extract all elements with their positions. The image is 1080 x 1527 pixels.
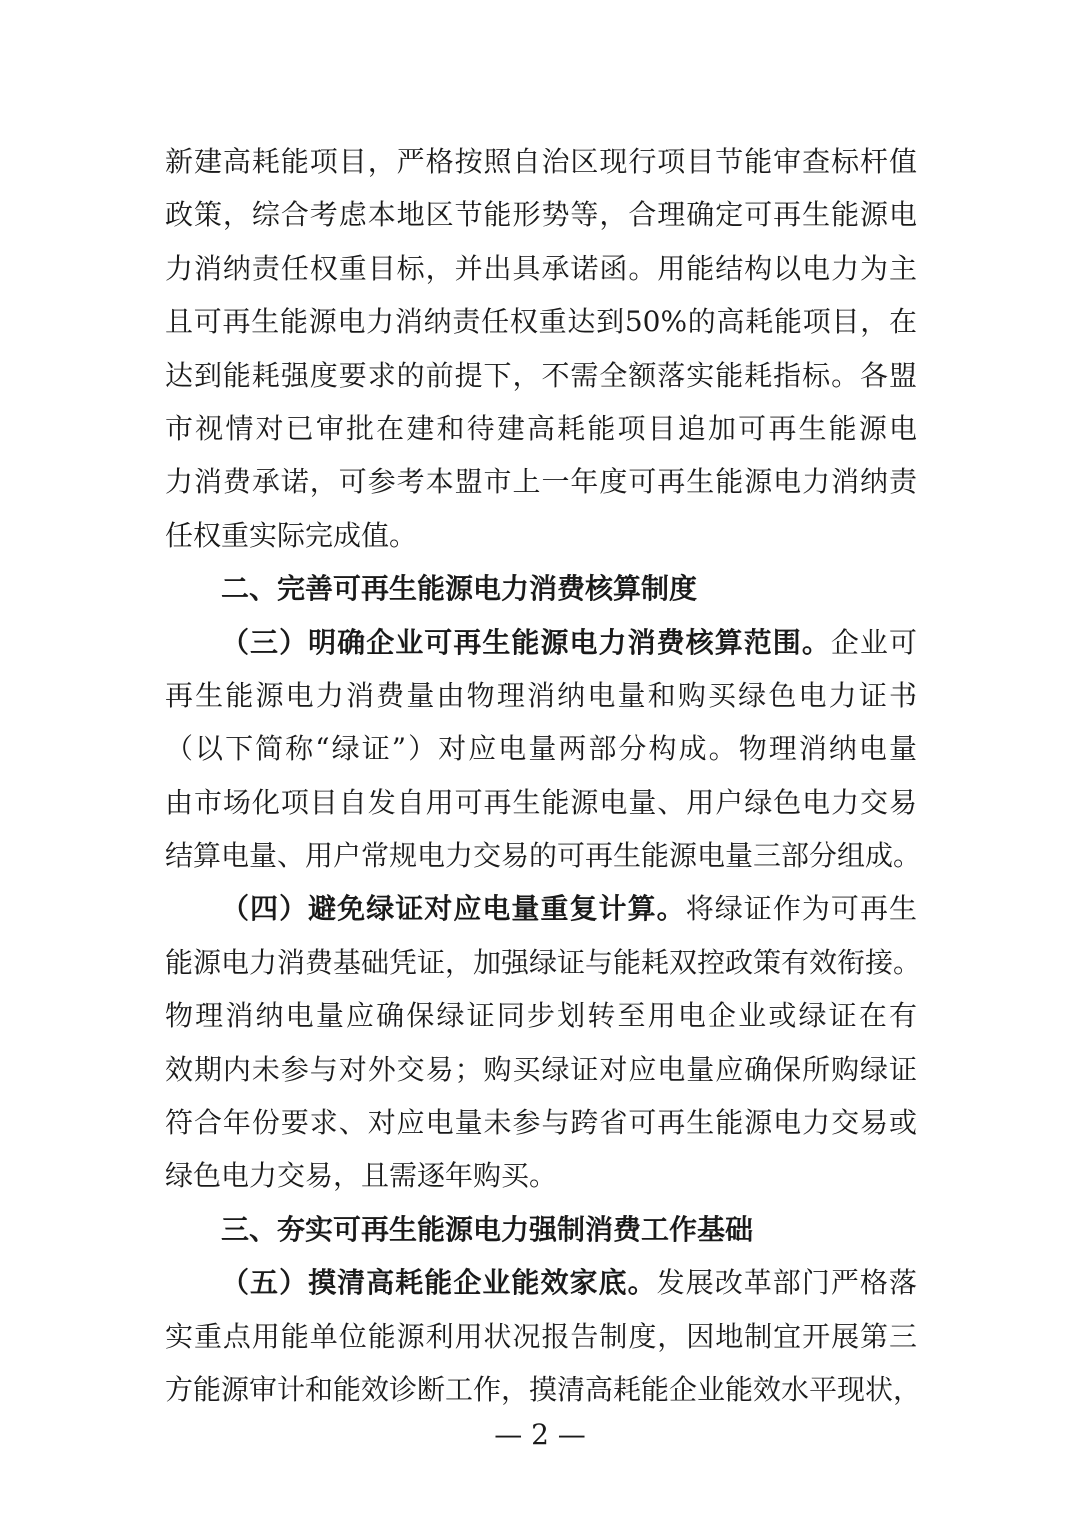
- paragraph-line: 方能源审计和能效诊断工作，摸清高耗能企业能效水平现状，: [165, 1372, 922, 1406]
- page-number: — 2 —: [494, 1418, 586, 1451]
- paragraph-line: 达到能耗强度要求的前提下，不需全额落实能耗指标。各盟: [165, 358, 917, 392]
- item-text: 企业可: [830, 625, 917, 659]
- paragraph-line: 实重点用能单位能源利用状况报告制度，因地制宜开展第三: [165, 1319, 917, 1353]
- paragraph-line: 政策，综合考虑本地区节能形势等，合理确定可再生能源电: [165, 198, 917, 232]
- document-body: [165, 135, 922, 1416]
- paragraph-line: 力消纳责任权重目标，并出具承诺函。用能结构以电力为主: [165, 251, 917, 285]
- paragraph-line: 符合年份要求、对应电量未参与跨省可再生能源电力交易或: [165, 1106, 917, 1140]
- item-text: 将绿证作为可再生: [685, 892, 917, 926]
- item-title: （四）避免绿证对应电量重复计算。: [221, 892, 686, 926]
- item-title: （五）摸清高耗能企业能效家底。: [221, 1266, 657, 1300]
- item-first-line: [165, 616, 917, 669]
- item-text: 发展改革部门严格落: [656, 1266, 917, 1300]
- paragraph-line: 绿色电力交易，且需逐年购买。: [165, 1159, 558, 1193]
- item-first-line: [165, 1256, 917, 1309]
- section-heading: 二、完善可再生能源电力消费核算制度: [221, 572, 698, 606]
- paragraph-line: 能源电力消费基础凭证，加强绿证与能耗双控政策有效衔接。: [165, 945, 922, 979]
- paragraph-line: 新建高耗能项目，严格按照自治区现行项目节能审查标杆值: [165, 145, 917, 178]
- paragraph-line: （以下简称“绿证”）对应电量两部分构成。物理消纳电量: [165, 732, 917, 766]
- paragraph-line: 物理消纳电量应确保绿证同步划转至用电企业或绿证在有: [165, 999, 917, 1033]
- paragraph-line: 再生能源电力消费量由物理消纳电量和购买绿色电力证书: [165, 678, 917, 712]
- item-title: （三）明确企业可再生能源电力消费核算范围。: [221, 625, 831, 659]
- paragraph-line: 结算电量、用户常规电力交易的可再生能源电量三部分组成。: [165, 839, 922, 873]
- paragraph-line: 市视情对已审批在建和待建高耗能项目追加可再生能源电: [165, 411, 917, 445]
- section-heading: 三、夯实可再生能源电力强制消费工作基础: [221, 1212, 754, 1246]
- paragraph-line: 力消费承诺，可参考本盟市上一年度可再生能源电力消纳责: [165, 465, 917, 499]
- paragraph-line: 效期内未参与对外交易；购买绿证对应电量应确保所购绿证: [165, 1052, 917, 1086]
- paragraph-line: 任权重实际完成值。: [165, 518, 418, 552]
- item-first-line: [165, 882, 917, 935]
- paragraph-line: 由市场化项目自发自用可再生能源电量、用户绿色电力交易: [165, 785, 917, 819]
- paragraph-line: 且可再生能源电力消纳责任权重达到50%的高耗能项目，在: [165, 305, 917, 339]
